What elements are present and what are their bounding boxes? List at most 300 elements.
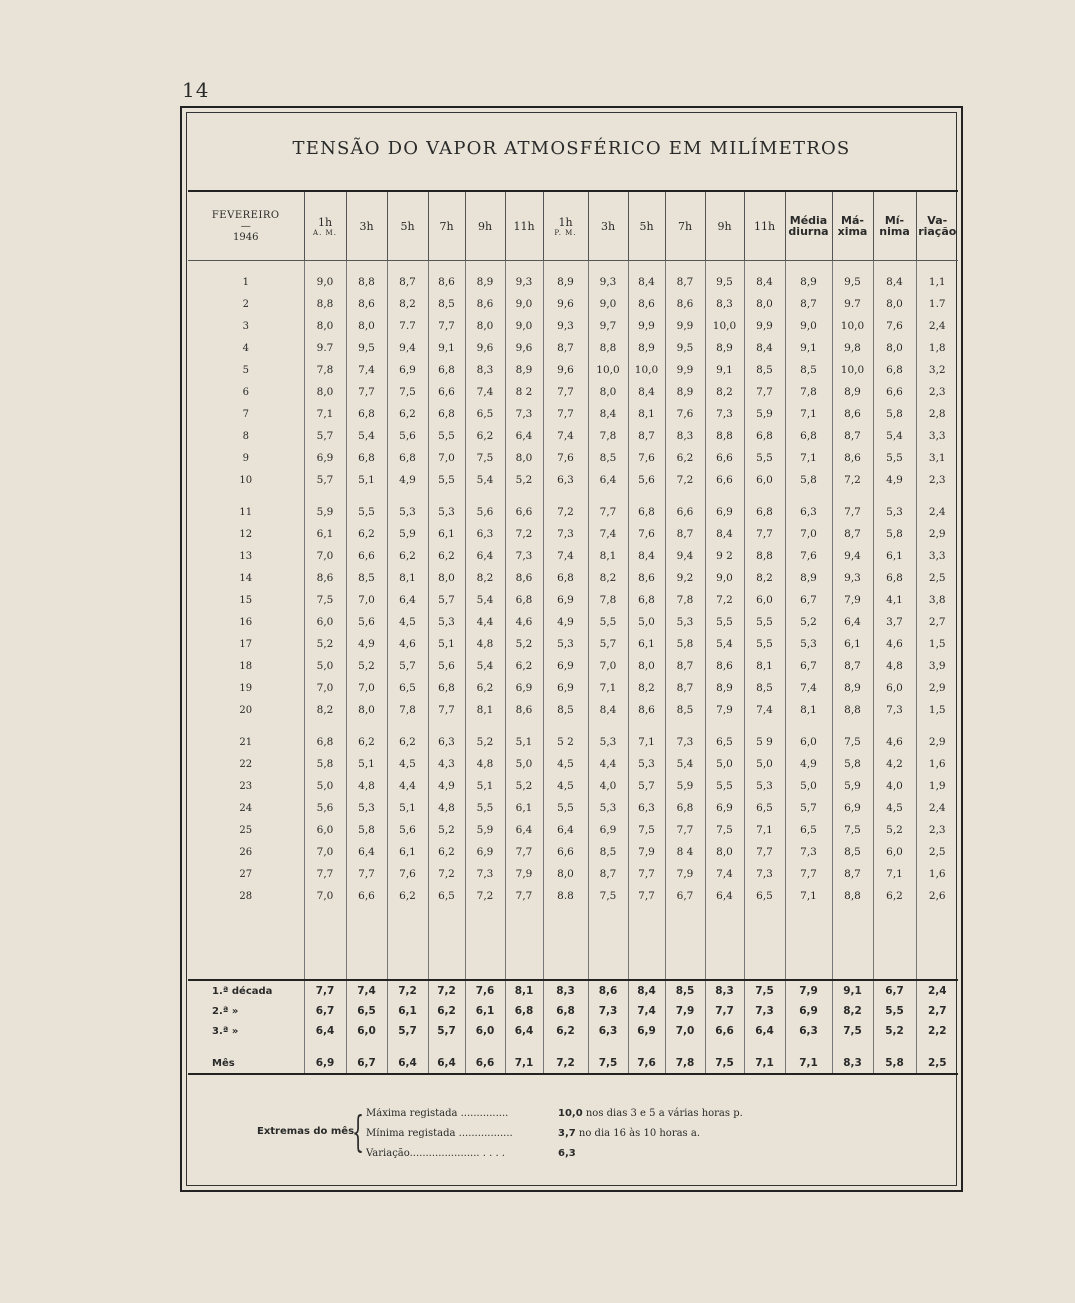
- summary-value: 7,1: [505, 1053, 543, 1074]
- spacer-row: [188, 721, 958, 731]
- summary-value: 6,0: [465, 1021, 505, 1041]
- brace: {: [352, 1107, 365, 1156]
- spacer-cell: [705, 907, 744, 980]
- value-cell: 2,4: [916, 797, 958, 819]
- summary-value: 6,8: [543, 1001, 588, 1021]
- table-row: [188, 775, 958, 797]
- value-cell: 6,8: [346, 447, 387, 469]
- value-cell: 8,0: [346, 315, 387, 337]
- extreme-min-key: Mínima registada .................: [366, 1128, 513, 1139]
- value-cell: 6,8: [785, 425, 832, 447]
- value-cell: 7,6: [665, 403, 705, 425]
- summary-row: [188, 1001, 958, 1021]
- summary-value: 8,4: [628, 980, 665, 1001]
- value-cell: 2,7: [916, 611, 958, 633]
- value-cell: 6,1: [628, 633, 665, 655]
- value-cell: 7,3: [665, 731, 705, 753]
- value-cell: 8,8: [304, 293, 346, 315]
- value-cell: 5,3: [588, 731, 628, 753]
- table-row: [188, 501, 958, 523]
- value-cell: 7,4: [705, 863, 744, 885]
- media-header: [785, 191, 832, 261]
- value-cell: 7,1: [785, 403, 832, 425]
- value-cell: 5,7: [428, 589, 465, 611]
- value-cell: 2,4: [916, 501, 958, 523]
- value-cell: 7,0: [428, 447, 465, 469]
- spacer-cell: [428, 1041, 465, 1053]
- spacer-cell: [387, 721, 428, 731]
- value-cell: 7,4: [346, 359, 387, 381]
- value-cell: 10,0: [628, 359, 665, 381]
- value-cell: 6,0: [304, 819, 346, 841]
- value-cell: 6,8: [628, 501, 665, 523]
- value-cell: 8,9: [665, 381, 705, 403]
- spacer-cell: [628, 721, 665, 731]
- header-row: [188, 191, 958, 261]
- value-cell: 5,0: [505, 753, 543, 775]
- value-cell: 5,3: [543, 633, 588, 655]
- value-cell: 5,1: [346, 753, 387, 775]
- value-cell: 5,2: [505, 775, 543, 797]
- value-cell: 8,0: [873, 293, 916, 315]
- summary-value: 7,2: [387, 980, 428, 1001]
- value-cell: 6,4: [387, 589, 428, 611]
- value-cell: 8,6: [505, 699, 543, 721]
- hour-header: [665, 191, 705, 261]
- table-row: [188, 403, 958, 425]
- extreme-var-value: 6,3: [558, 1148, 576, 1159]
- value-cell: 7,1: [304, 403, 346, 425]
- summary-value: 8,1: [505, 980, 543, 1001]
- value-cell: 7,7: [588, 501, 628, 523]
- spacer-cell: [387, 491, 428, 501]
- summary-value: 8,2: [832, 1001, 873, 1021]
- spacer-cell: [705, 721, 744, 731]
- value-cell: 4,9: [346, 633, 387, 655]
- value-cell: 6,8: [873, 567, 916, 589]
- value-cell: 7,7: [665, 819, 705, 841]
- value-cell: 8,6: [628, 699, 665, 721]
- spacer-cell: [346, 491, 387, 501]
- value-cell: 8,0: [744, 293, 785, 315]
- value-cell: 7,3: [465, 863, 505, 885]
- value-cell: 6,4: [346, 841, 387, 863]
- value-cell: 5,5: [873, 447, 916, 469]
- value-cell: 8,1: [588, 545, 628, 567]
- value-cell: 5,8: [873, 523, 916, 545]
- value-cell: 7,2: [543, 501, 588, 523]
- value-cell: 9,3: [588, 271, 628, 293]
- value-cell: 6,9: [832, 797, 873, 819]
- hour-label: 9h: [717, 219, 732, 233]
- value-cell: 9,4: [387, 337, 428, 359]
- value-cell: 7,3: [505, 403, 543, 425]
- value-cell: 5,3: [628, 753, 665, 775]
- summary-value: 6,4: [304, 1021, 346, 1041]
- spacer-cell: [304, 1041, 346, 1053]
- value-cell: 6,0: [744, 469, 785, 491]
- value-cell: 9,4: [665, 545, 705, 567]
- spacer-cell: [304, 907, 346, 980]
- spacer-cell: [188, 491, 304, 501]
- value-cell: 4,5: [543, 775, 588, 797]
- value-cell: 2,8: [916, 403, 958, 425]
- value-cell: 5,3: [428, 611, 465, 633]
- value-cell: 6,0: [785, 731, 832, 753]
- value-cell: 5,5: [744, 633, 785, 655]
- table-row: [188, 677, 958, 699]
- day-cell: 13: [239, 550, 253, 562]
- value-cell: 7,8: [665, 589, 705, 611]
- value-cell: 8,6: [832, 403, 873, 425]
- summary-value: 5,7: [428, 1021, 465, 1041]
- spacer-cell: [465, 1041, 505, 1053]
- spacer-cell: [785, 907, 832, 980]
- hour-header: [543, 191, 588, 261]
- value-cell: 4,0: [873, 775, 916, 797]
- summary-value: 7,2: [543, 1053, 588, 1074]
- spacer-cell: [832, 1041, 873, 1053]
- day-cell: 7: [242, 408, 249, 420]
- extreme-min-value: 3,7: [558, 1128, 576, 1139]
- year-label: 1946: [233, 231, 259, 243]
- value-cell: 8,6: [628, 293, 665, 315]
- extreme-var: [366, 1148, 926, 1164]
- summary-value: 8,6: [588, 980, 628, 1001]
- summary-value: 6,1: [387, 1001, 428, 1021]
- value-cell: 5,3: [387, 501, 428, 523]
- table-row: [188, 819, 958, 841]
- value-cell: 5,6: [428, 655, 465, 677]
- value-cell: 9.7: [304, 337, 346, 359]
- spacer-cell: [705, 261, 744, 272]
- value-cell: 6,9: [543, 677, 588, 699]
- value-cell: 3,3: [916, 545, 958, 567]
- value-cell: 9,1: [785, 337, 832, 359]
- spacer-cell: [665, 1041, 705, 1053]
- spacer-cell: [387, 907, 428, 980]
- summary-value: 8,3: [543, 980, 588, 1001]
- value-cell: 5,4: [346, 425, 387, 447]
- spacer-cell: [465, 721, 505, 731]
- spacer-cell: [304, 491, 346, 501]
- table-row: [188, 589, 958, 611]
- value-cell: 3,8: [916, 589, 958, 611]
- value-cell: 8,9: [505, 359, 543, 381]
- table-row: [188, 731, 958, 753]
- hour-header: [465, 191, 505, 261]
- value-cell: 5,7: [588, 633, 628, 655]
- value-cell: 5,4: [465, 469, 505, 491]
- value-cell: 4,6: [387, 633, 428, 655]
- value-cell: 5,9: [665, 775, 705, 797]
- summary-label: Mês: [188, 1053, 304, 1074]
- value-cell: 9,5: [665, 337, 705, 359]
- value-cell: 7,7: [346, 863, 387, 885]
- max-header: [832, 191, 873, 261]
- table-row: [188, 611, 958, 633]
- value-cell: 7,4: [465, 381, 505, 403]
- value-cell: 8,9: [832, 381, 873, 403]
- value-cell: 7,5: [832, 731, 873, 753]
- value-cell: 8,8: [832, 699, 873, 721]
- spacer-cell: [873, 491, 916, 501]
- day-cell: 1: [242, 276, 249, 288]
- value-cell: 5,8: [346, 819, 387, 841]
- value-cell: 8,5: [543, 699, 588, 721]
- value-cell: 2,6: [916, 885, 958, 907]
- value-cell: 8,7: [387, 271, 428, 293]
- spacer-cell: [873, 721, 916, 731]
- spacer-cell: [505, 491, 543, 501]
- value-cell: 8,9: [832, 677, 873, 699]
- value-cell: 5,1: [387, 797, 428, 819]
- hour-header: [505, 191, 543, 261]
- summary-value: 7,5: [705, 1053, 744, 1074]
- value-cell: 7,4: [588, 523, 628, 545]
- value-cell: 4,1: [873, 589, 916, 611]
- table-row: [188, 337, 958, 359]
- spacer-cell: [916, 721, 958, 731]
- value-cell: 8,6: [832, 447, 873, 469]
- summary-value: 6,2: [428, 1001, 465, 1021]
- table-row: [188, 545, 958, 567]
- value-cell: 9,3: [832, 567, 873, 589]
- hour-label: 3h: [359, 219, 374, 233]
- day-cell: 14: [239, 572, 253, 584]
- value-cell: 5,3: [346, 797, 387, 819]
- spacer-cell: [785, 261, 832, 272]
- value-cell: 6,2: [428, 545, 465, 567]
- value-cell: 6,0: [304, 611, 346, 633]
- value-cell: 7,4: [744, 699, 785, 721]
- value-cell: 5,0: [304, 655, 346, 677]
- day-cell: 12: [239, 528, 253, 540]
- value-cell: 6,2: [387, 731, 428, 753]
- value-cell: 6,2: [387, 403, 428, 425]
- summary-value: 6,9: [628, 1021, 665, 1041]
- summary-value: 6,7: [346, 1053, 387, 1074]
- day-cell: 6: [242, 386, 249, 398]
- value-cell: 8,8: [744, 545, 785, 567]
- value-cell: 8,0: [588, 381, 628, 403]
- day-cell: 22: [239, 758, 253, 770]
- value-cell: 8,9: [785, 271, 832, 293]
- value-cell: 8,4: [588, 403, 628, 425]
- value-cell: 4,9: [543, 611, 588, 633]
- value-cell: 7,0: [346, 677, 387, 699]
- spacer-cell: [588, 261, 628, 272]
- spacer-cell: [705, 491, 744, 501]
- summary-value: 7,4: [628, 1001, 665, 1021]
- value-cell: 4,4: [387, 775, 428, 797]
- value-cell: 2,9: [916, 731, 958, 753]
- var-header-line2: riação: [918, 225, 957, 238]
- table-row: [188, 797, 958, 819]
- value-cell: 5,5: [428, 425, 465, 447]
- value-cell: 6,2: [465, 425, 505, 447]
- value-cell: 4,0: [588, 775, 628, 797]
- value-cell: 5,7: [785, 797, 832, 819]
- value-cell: 6,9: [543, 655, 588, 677]
- value-cell: 7,0: [304, 677, 346, 699]
- value-cell: 10,0: [832, 315, 873, 337]
- spacer-cell: [465, 907, 505, 980]
- table-row: [188, 753, 958, 775]
- value-cell: 7,2: [665, 469, 705, 491]
- value-cell: 6,2: [387, 885, 428, 907]
- day-cell: 8: [242, 430, 249, 442]
- value-cell: 5,1: [428, 633, 465, 655]
- value-cell: 4,8: [428, 797, 465, 819]
- table-row: [188, 359, 958, 381]
- value-cell: 8 2: [505, 381, 543, 403]
- value-cell: 6,3: [785, 501, 832, 523]
- value-cell: 6,7: [785, 655, 832, 677]
- value-cell: 7,3: [505, 545, 543, 567]
- value-cell: 8,7: [832, 425, 873, 447]
- spacer-cell: [873, 1041, 916, 1053]
- value-cell: 5,7: [304, 469, 346, 491]
- value-cell: 5,6: [465, 501, 505, 523]
- spacer-cell: [916, 491, 958, 501]
- spacer-cell: [543, 907, 588, 980]
- value-cell: 6,9: [543, 589, 588, 611]
- day-cell: 2: [242, 298, 249, 310]
- month-header: [188, 191, 304, 261]
- value-cell: 8,6: [346, 293, 387, 315]
- value-cell: 7,7: [744, 841, 785, 863]
- value-cell: 8,5: [428, 293, 465, 315]
- value-cell: 8,5: [744, 677, 785, 699]
- value-cell: 9,3: [505, 271, 543, 293]
- summary-row: [188, 980, 958, 1001]
- value-cell: 7,6: [785, 545, 832, 567]
- value-cell: 3,3: [916, 425, 958, 447]
- day-cell: 20: [239, 704, 253, 716]
- value-cell: 7,8: [387, 699, 428, 721]
- value-cell: 5,2: [505, 469, 543, 491]
- spacer-row: [188, 261, 958, 272]
- value-cell: 8,8: [832, 885, 873, 907]
- value-cell: 6,8: [543, 567, 588, 589]
- value-cell: 7,4: [543, 425, 588, 447]
- hour-header: [428, 191, 465, 261]
- value-cell: 7,3: [873, 699, 916, 721]
- value-cell: 5,2: [304, 633, 346, 655]
- page-number: 14: [182, 78, 210, 102]
- min-header-line2: nima: [879, 225, 910, 238]
- spacer-cell: [188, 721, 304, 731]
- spacer-cell: [543, 491, 588, 501]
- value-cell: 5,2: [785, 611, 832, 633]
- value-cell: 5,0: [785, 775, 832, 797]
- hour-label: 5h: [400, 219, 415, 233]
- value-cell: 8,4: [588, 699, 628, 721]
- value-cell: 7,8: [588, 425, 628, 447]
- value-cell: 7,2: [465, 885, 505, 907]
- value-cell: 7,5: [588, 885, 628, 907]
- value-cell: 8,5: [744, 359, 785, 381]
- value-cell: 8,9: [628, 337, 665, 359]
- summary-value: 6,0: [346, 1021, 387, 1041]
- hour-label: 5h: [639, 219, 654, 233]
- value-cell: 8,0: [873, 337, 916, 359]
- value-cell: 7,0: [304, 885, 346, 907]
- value-cell: 4,3: [428, 753, 465, 775]
- value-cell: 6,7: [665, 885, 705, 907]
- day-cell: 28: [239, 890, 253, 902]
- spacer-cell: [744, 721, 785, 731]
- extreme-var-key: Variação...................... . . . .: [366, 1148, 505, 1159]
- spacer-cell: [304, 261, 346, 272]
- value-cell: 2,9: [916, 523, 958, 545]
- value-cell: 7,8: [588, 589, 628, 611]
- spacer-cell: [873, 907, 916, 980]
- value-cell: 9,9: [665, 359, 705, 381]
- value-cell: 8,5: [346, 567, 387, 589]
- spacer-cell: [387, 261, 428, 272]
- spacer-cell: [346, 261, 387, 272]
- value-cell: 10,0: [588, 359, 628, 381]
- summary-value: 2,5: [916, 1053, 958, 1074]
- value-cell: 5,2: [465, 731, 505, 753]
- value-cell: 5,5: [705, 775, 744, 797]
- value-cell: 6,2: [387, 545, 428, 567]
- table-row: [188, 293, 958, 315]
- summary-value: 6,7: [304, 1001, 346, 1021]
- value-cell: 9,6: [543, 359, 588, 381]
- table-row: [188, 315, 958, 337]
- value-cell: 7,6: [387, 863, 428, 885]
- value-cell: 9,3: [543, 315, 588, 337]
- value-cell: 6,8: [428, 403, 465, 425]
- summary-row: [188, 1021, 958, 1041]
- value-cell: 5,7: [628, 775, 665, 797]
- value-cell: 8,1: [785, 699, 832, 721]
- value-cell: 6,6: [505, 501, 543, 523]
- table-body: [188, 261, 958, 1075]
- value-cell: 4,6: [873, 633, 916, 655]
- value-cell: 8,4: [744, 337, 785, 359]
- summary-value: 6,9: [785, 1001, 832, 1021]
- value-cell: 8,0: [705, 841, 744, 863]
- summary-value: 8,5: [665, 980, 705, 1001]
- summary-value: 5,5: [873, 1001, 916, 1021]
- hour-label: 9h: [477, 219, 493, 233]
- summary-value: 8,3: [832, 1053, 873, 1074]
- value-cell: 8,4: [628, 545, 665, 567]
- value-cell: 7,7: [785, 863, 832, 885]
- month-label: FEVEREIRO: [211, 209, 280, 221]
- day-cell: 23: [239, 780, 253, 792]
- value-cell: 8 4: [665, 841, 705, 863]
- value-cell: 7,9: [628, 841, 665, 863]
- value-cell: 8,4: [705, 523, 744, 545]
- value-cell: 6,4: [832, 611, 873, 633]
- value-cell: 6,4: [543, 819, 588, 841]
- value-cell: 8,9: [705, 677, 744, 699]
- value-cell: 8,0: [505, 447, 543, 469]
- var-header: [916, 191, 958, 261]
- summary-value: 6,6: [705, 1021, 744, 1041]
- value-cell: 9,9: [744, 315, 785, 337]
- value-cell: 4,6: [505, 611, 543, 633]
- value-cell: 6,2: [465, 677, 505, 699]
- hour-label: 1h: [558, 215, 573, 229]
- extreme-var-value-line: [558, 1148, 576, 1159]
- value-cell: 7,7: [832, 501, 873, 523]
